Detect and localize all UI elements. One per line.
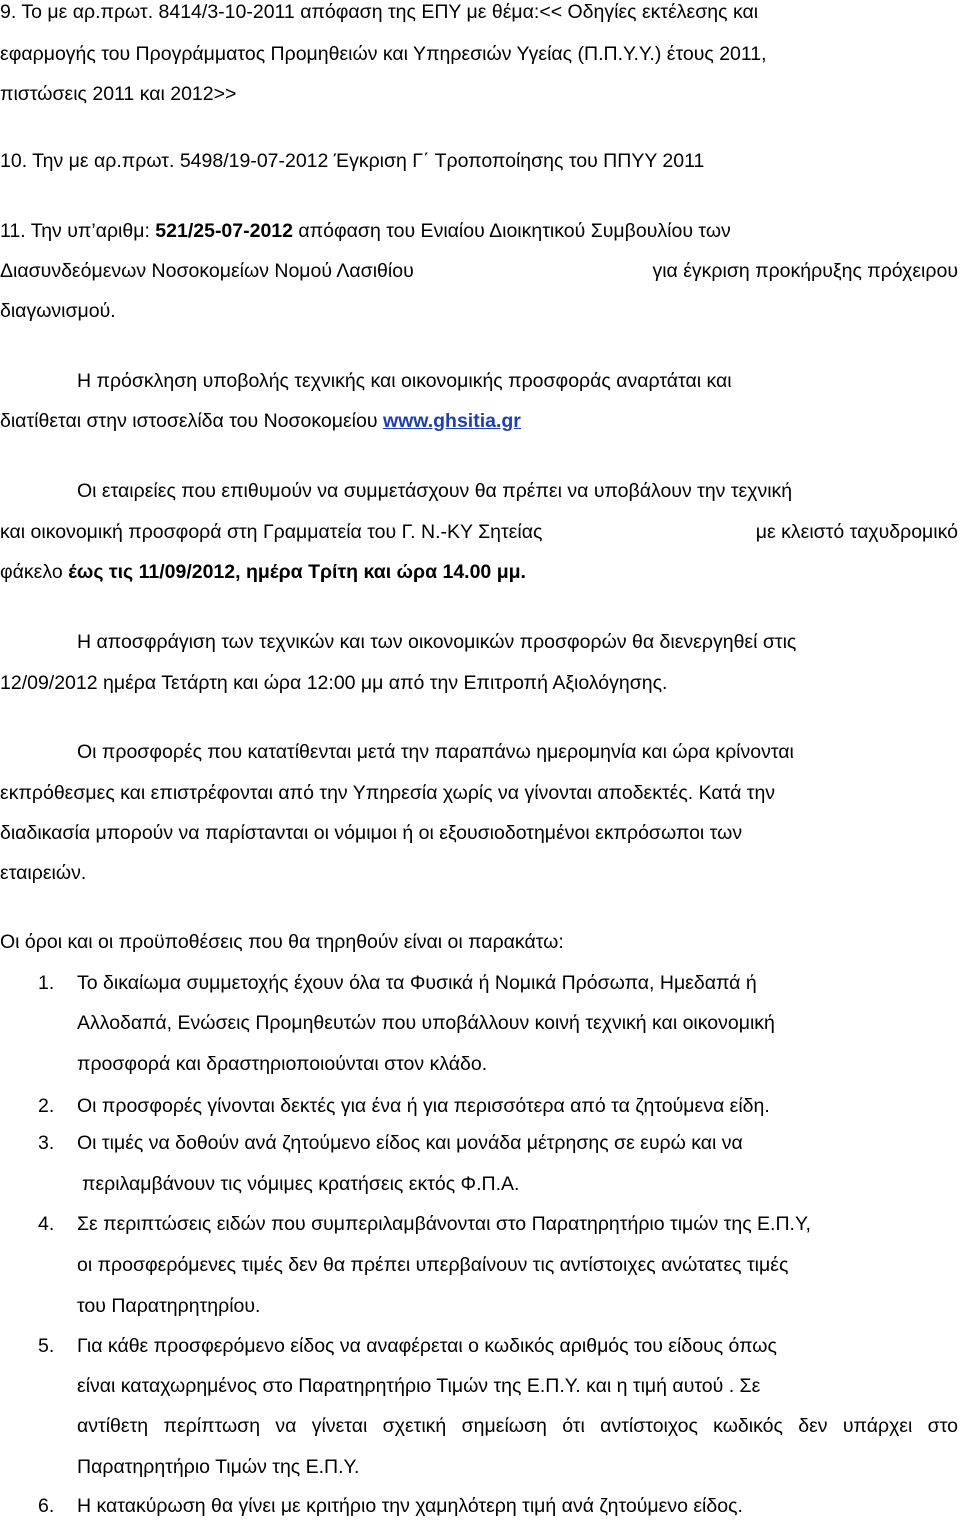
para2-line2-left: και οικονομική προσφορά στη Γραμματεία του Γ. Ν.-ΚΥ Σητείας	[0, 521, 543, 543]
item9-line3: πιστώσεις 2011 και 2012>>	[0, 83, 237, 105]
para3-text: Η αποσφράγιση των τεχνικών και των οικονομικών προσφορών θα διενεργηθεί στις	[77, 631, 797, 653]
item11-line3: διαγωνισμού.	[0, 300, 116, 322]
website-link[interactable]: www.ghsitia.gr	[382, 410, 521, 432]
item11-prefix: 11. Την υπ’αριθμ:	[0, 220, 156, 242]
item11-suffix: απόφαση του Ενιαίου Διοικητικού Συμβουλίου των	[293, 220, 731, 242]
para1-text: διατίθεται στην ιστοσελίδα του Νοσοκομείου	[0, 410, 383, 432]
terms-intro: Οι όροι και οι προϋποθέσεις που θα τηρηθούν είναι οι παρακάτω:	[0, 931, 564, 953]
term-5-line1	[77, 1337, 958, 1357]
para4-text: διαδικασία μπορούν να παρίστανται οι νόμιμοι ή οι εξουσιοδοτημένοι εκπρόσωποι των	[0, 822, 743, 844]
item11-line2	[0, 262, 960, 282]
term-4-line2	[77, 1256, 958, 1276]
para4-text: Οι προσφορές που κατατίθενται μετά την παραπάνω ημερομηνία και ώρα κρίνονται	[77, 741, 794, 763]
para1-text: Η πρόσκληση υποβολής τεχνικής και οικονομικής προσφοράς αναρτάται και	[77, 370, 732, 392]
item9-line1	[0, 3, 960, 23]
term-5-line3	[77, 1417, 958, 1437]
item9-text: 9. Το με αρ.πρωτ. 8414/3-10-2011 απόφαση της ΕΠΥ με θέμα:<< Οδηγίες εκτέλεσης και	[0, 1, 759, 23]
term-text: οι προσφερόμενες τιμές δεν θα πρέπει υπερβαίνουν τις αντίστοιχες ανώτατες τιμές	[77, 1254, 789, 1276]
term-text: Αλλοδαπά, Ενώσεις Προμηθευτών που υποβάλλουν κοινή τεχνική και οικονομική	[77, 1012, 775, 1034]
term-number: 6.	[38, 1495, 55, 1517]
term-6-line1: Η κατακύρωση θα γίνει με κριτήριο την χαμηλότερη τιμή ανά ζητούμενο είδος.	[77, 1495, 743, 1517]
term-1-line1	[77, 974, 958, 994]
para2-text: φάκελο	[0, 561, 69, 583]
item11-first-line	[0, 222, 731, 242]
deadline-text: έως τις 11/09/2012, ημέρα Τρίτη και ώρα 14.00 μμ.	[68, 561, 526, 583]
decision-reference: 521/25-07-2012	[155, 220, 293, 242]
item11-line2-right: για έγκριση προκήρυξης πρόχειρου	[652, 260, 958, 282]
para2-line1	[77, 482, 958, 502]
item10: 10. Την με αρ.πρωτ. 5498/19-07-2012 Έγκριση Γ΄ Τροποποίησης του ΠΠΥΥ 2011	[0, 150, 705, 172]
para4-line2	[0, 784, 960, 804]
item11-line2-left: Διασυνδεόμενων Νοσοκομείων Νομού Λασιθίου	[0, 260, 414, 282]
term-number: 3.	[38, 1132, 55, 1154]
item9-line2	[0, 45, 960, 65]
para2-line2-right: με κλειστό ταχυδρομικό	[755, 521, 958, 543]
item9-text: εφαρμογής του Προγράμματος Προμηθειών και Υπηρεσιών Υγείας (Π.Π.Υ.Υ.) έτους 2011,	[0, 43, 767, 65]
term-5-line2	[77, 1377, 958, 1397]
term-number: 5.	[38, 1335, 55, 1357]
term-4-line1: Σε περιπτώσεις ειδών που συμπεριλαμβάνονται στο Παρατηρητήριο τιμών της Ε.Π.Υ,	[77, 1213, 811, 1235]
para3-line2: 12/09/2012 ημέρα Τετάρτη και ώρα 12:00 μμ από την Επιτροπή Αξιολόγησης.	[0, 672, 668, 694]
term-3-line2: περιλαμβάνουν τις νόμιμες κρατήσεις εκτός Φ.Π.Α.	[82, 1173, 520, 1195]
term-2-line1: Οι προσφορές γίνονται δεκτές για ένα ή για περισσότερα από τα ζητούμενα είδη.	[77, 1095, 770, 1117]
para4-line4: εταιρειών.	[0, 862, 87, 884]
term-text: Για κάθε προσφερόμενο είδος να αναφέρεται ο κωδικός αριθμός του είδους όπως	[77, 1335, 777, 1357]
term-text: είναι καταχωρημένος στο Παρατηρητήριο Τιμών της Ε.Π.Υ. και η τιμή αυτού . Σε	[77, 1375, 761, 1397]
item11-line1	[0, 222, 960, 242]
term-3-line1: Οι τιμές να δοθούν ανά ζητούμενο είδος και μονάδα μέτρησης σε ευρώ και να	[77, 1132, 743, 1154]
para4-text: εκπρόθεσμες και επιστρέφονται από την Υπηρεσία χωρίς να γίνονται αποδεκτές. Κατά την	[0, 782, 776, 804]
para3-line1	[77, 633, 958, 653]
term-number: 4.	[38, 1213, 55, 1235]
term-4-line3: του Παρατηρητηρίου.	[77, 1295, 261, 1317]
term-1-line2	[77, 1014, 958, 1034]
para1-line2	[0, 412, 960, 432]
para1-line1	[77, 372, 958, 392]
term-5-line4: Παρατηρητήριο Τιμών της Ε.Π.Υ.	[77, 1456, 360, 1478]
para4-line3	[0, 824, 960, 844]
para2-line3	[0, 563, 960, 583]
term-text: Το δικαίωμα συμμετοχής έχουν όλα τα Φυσικά ή Νομικά Πρόσωπα, Ημεδαπά ή	[77, 972, 757, 994]
term-1-line3: προσφορά και δραστηριοποιούνται στον κλάδο.	[77, 1053, 488, 1075]
term-number: 1.	[38, 972, 55, 994]
para2-text: Οι εταιρείες που επιθυμούν να συμμετάσχουν θα πρέπει να υποβάλουν την τεχνική	[77, 480, 793, 502]
term-text: αντίθετη περίπτωση να γίνεται σχετική σημείωση ότι αντίστοιχος κωδικός δεν υπάρχει στο	[77, 1415, 958, 1437]
para2-line2	[0, 523, 960, 543]
term-number: 2.	[38, 1095, 55, 1117]
para4-line1	[77, 743, 958, 763]
